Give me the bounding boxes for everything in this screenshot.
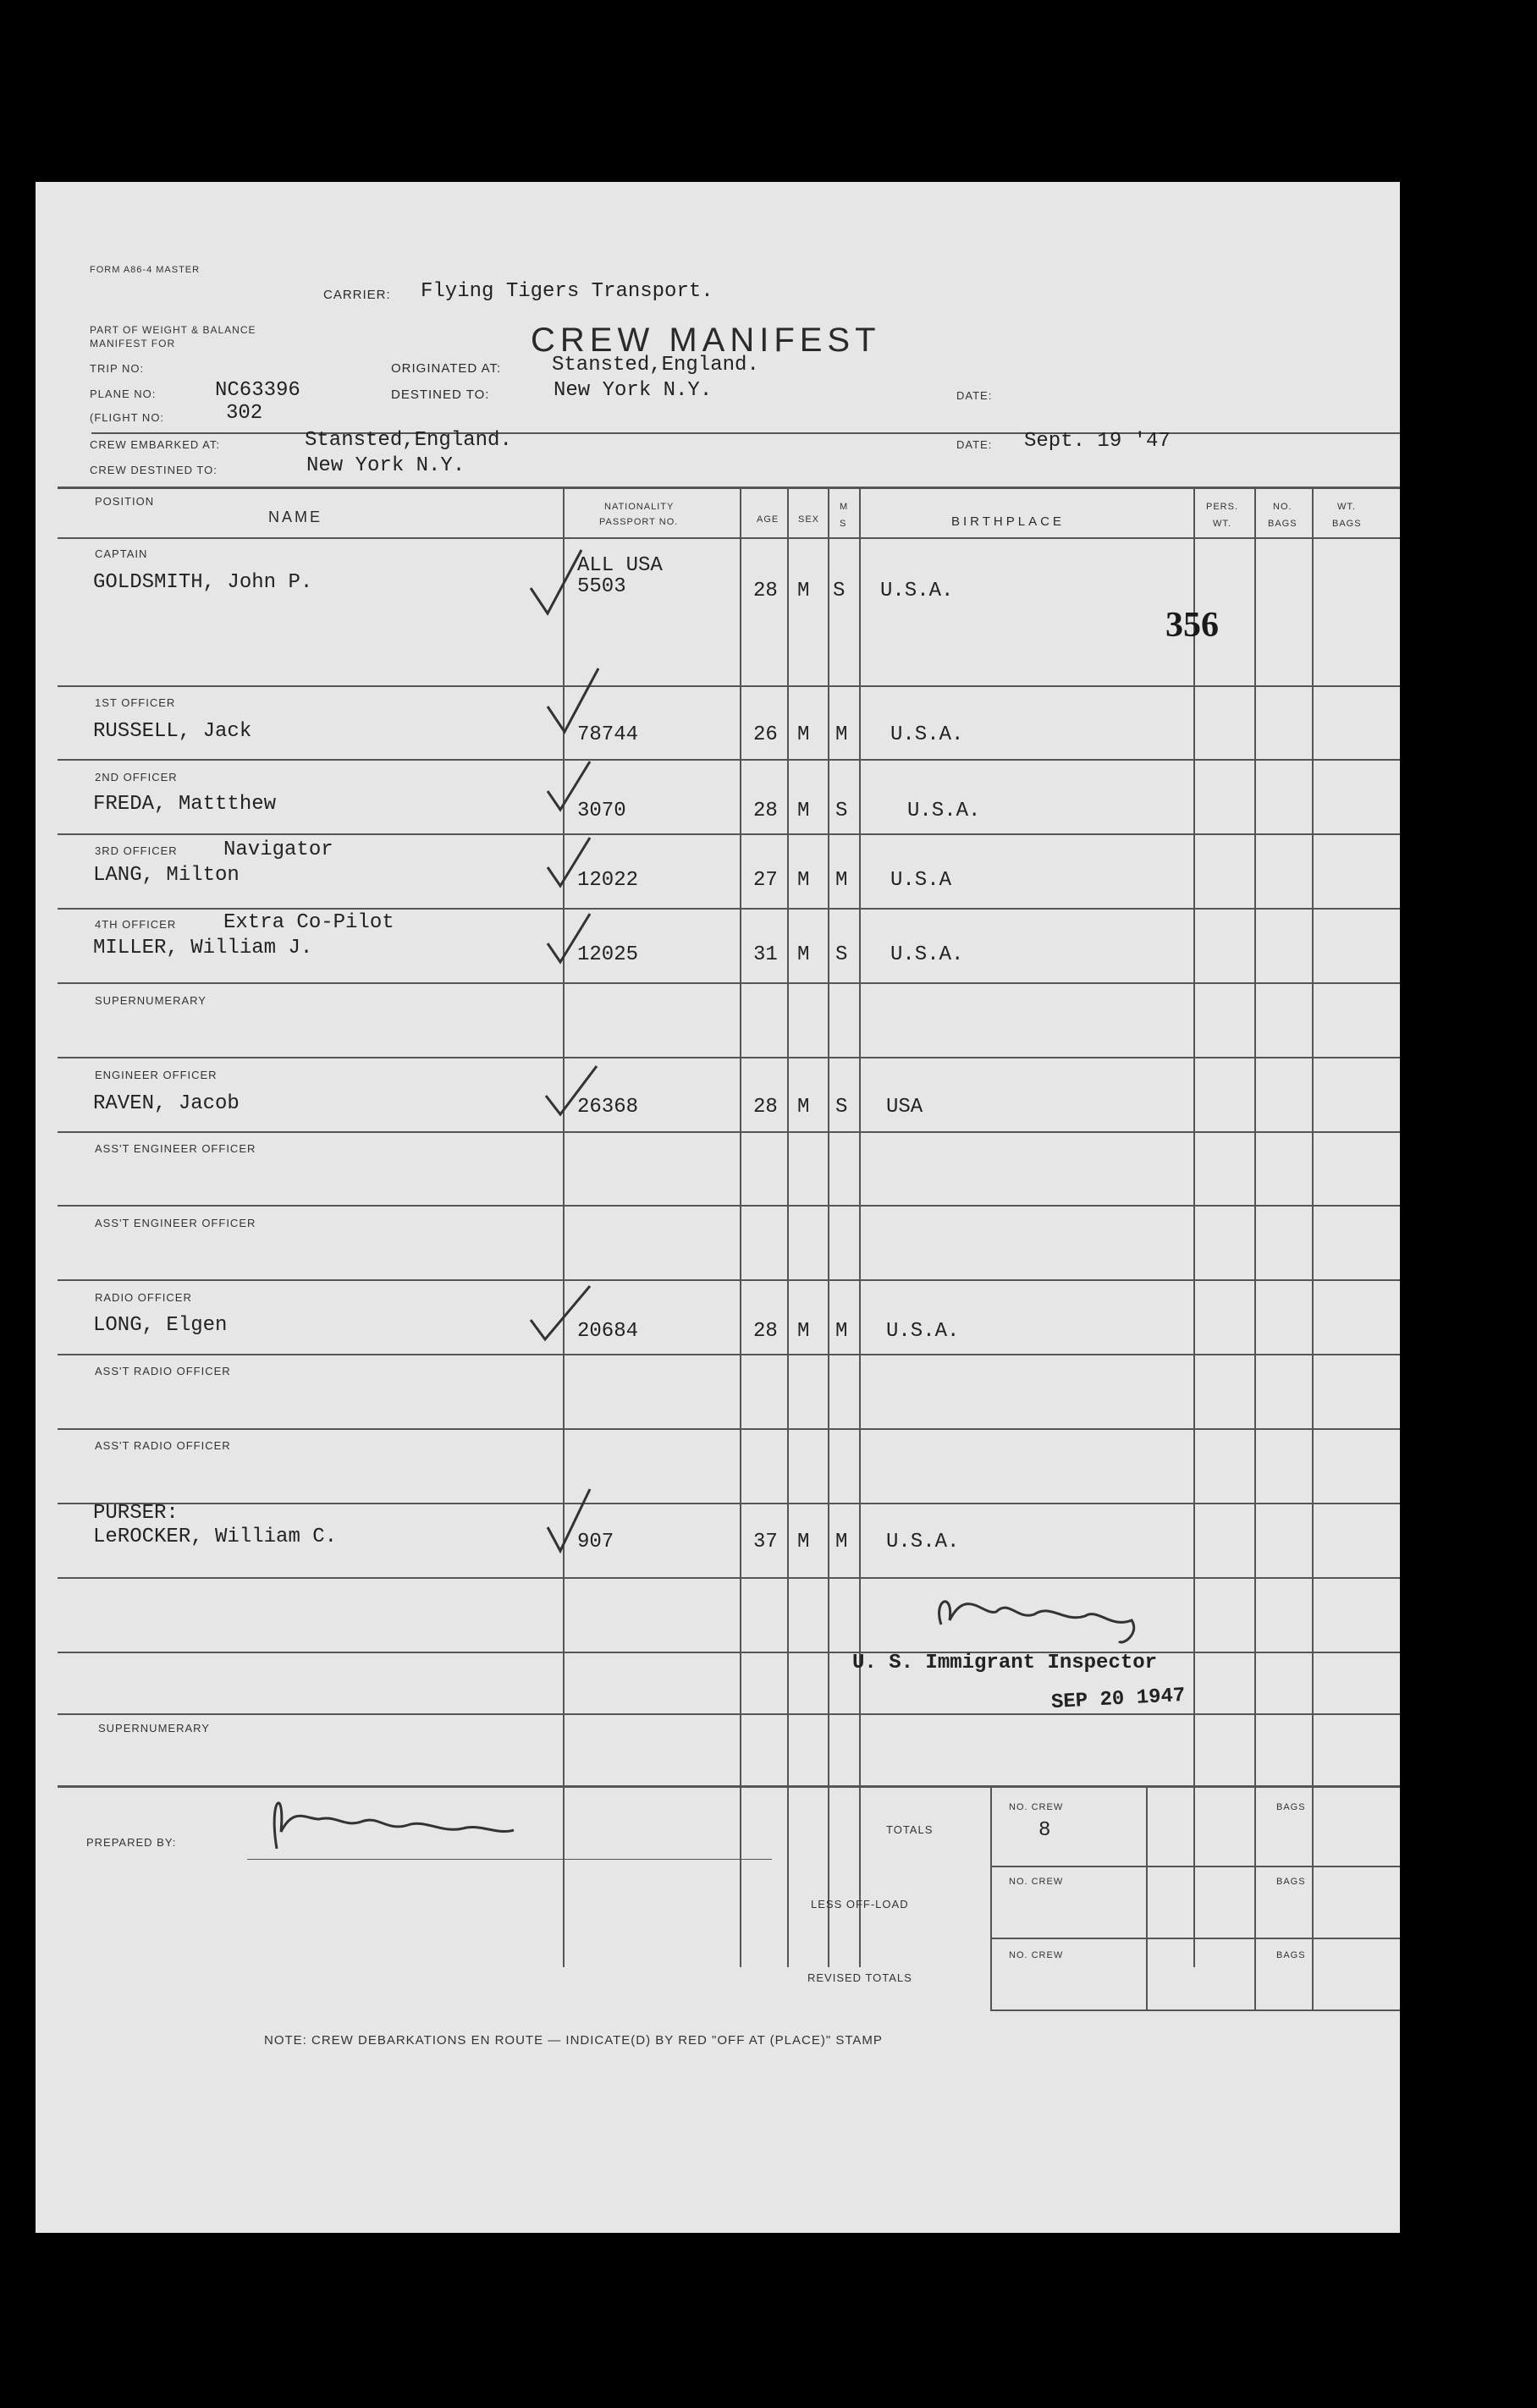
row-marital: M bbox=[835, 1531, 848, 1553]
row-name: LONG, Elgen bbox=[93, 1314, 228, 1337]
row-age: 37 bbox=[753, 1531, 778, 1553]
row-age: 27 bbox=[753, 869, 778, 892]
stamp-inspector: U. S. Immigrant Inspector bbox=[852, 1652, 1158, 1674]
check-mark-icon bbox=[526, 1282, 594, 1345]
row-passport: 907 bbox=[577, 1531, 614, 1553]
check-mark-icon bbox=[543, 910, 594, 969]
embarked-value: Stansted,England. bbox=[305, 429, 512, 452]
form-number: FORM A86-4 MASTER bbox=[90, 265, 201, 275]
plane-label: PLANE NO: bbox=[90, 388, 157, 400]
row-position: ASS'T RADIO OFFICER bbox=[95, 1365, 231, 1377]
row-position: CAPTAIN bbox=[95, 547, 148, 560]
plane-number: NC63396 bbox=[215, 379, 300, 402]
row-sex: M bbox=[797, 943, 810, 966]
row-position: ENGINEER OFFICER bbox=[95, 1069, 218, 1081]
less-offload-label: LESS OFF-LOAD bbox=[811, 1898, 909, 1910]
row-passport: 3070 bbox=[577, 800, 626, 822]
pers-weight-total: 356 bbox=[1165, 606, 1219, 645]
row-sex: M bbox=[797, 1096, 810, 1119]
check-mark-icon bbox=[543, 664, 603, 740]
flight-number: 302 bbox=[226, 402, 263, 425]
row-marital: M bbox=[835, 723, 848, 746]
check-mark-icon bbox=[543, 757, 594, 816]
row-position: 1ST OFFICER bbox=[95, 696, 176, 709]
revised-totals-label: REVISED TOTALS bbox=[807, 1971, 912, 1984]
manifest-date: Sept. 19 '47 bbox=[1024, 430, 1171, 453]
inspector-signature bbox=[916, 1582, 1170, 1650]
manifest-for-label: MANIFEST FOR bbox=[90, 338, 176, 349]
row-passport: 78744 bbox=[577, 723, 639, 746]
row-passport: 12025 bbox=[577, 943, 639, 966]
row-sex: M bbox=[797, 869, 810, 892]
row-age: 26 bbox=[753, 723, 778, 746]
row-birthplace: USA bbox=[886, 1096, 923, 1119]
form-title: CREW MANIFEST bbox=[531, 322, 881, 359]
revised-bags-label: BAGS bbox=[1276, 1950, 1306, 1960]
row-age: 28 bbox=[753, 800, 778, 822]
row-name: RAVEN, Jacob bbox=[93, 1092, 240, 1115]
col-position: POSITION bbox=[95, 495, 155, 508]
row-marital: S bbox=[835, 800, 848, 822]
prepared-by-label: PREPARED BY: bbox=[86, 1836, 177, 1849]
row-position: 2ND OFFICER bbox=[95, 771, 178, 783]
row-age: 28 bbox=[753, 580, 778, 602]
destined-label: DESTINED TO: bbox=[391, 388, 490, 402]
row-marital: S bbox=[835, 1096, 848, 1119]
row-name: GOLDSMITH, John P. bbox=[93, 571, 313, 594]
trip-label: TRIP NO: bbox=[90, 362, 145, 375]
row-birthplace: U.S.A. bbox=[886, 1320, 960, 1343]
col-birthplace: BIRTHPLACE bbox=[951, 514, 1065, 529]
row-birthplace: U.S.A. bbox=[886, 1531, 960, 1553]
row-name: LANG, Milton bbox=[93, 864, 240, 887]
originated-label: ORIGINATED AT: bbox=[391, 361, 502, 376]
row-birthplace: U.S.A bbox=[890, 869, 952, 892]
row-position-extra: Extra Co-Pilot bbox=[223, 911, 394, 934]
row-marital: M bbox=[835, 869, 848, 892]
row-name: MILLER, William J. bbox=[93, 937, 313, 959]
col-bags2: BAGS bbox=[1332, 519, 1362, 529]
totals-label: TOTALS bbox=[886, 1823, 934, 1836]
row-birthplace: U.S.A. bbox=[890, 723, 964, 746]
totals-bags-label: BAGS bbox=[1276, 1802, 1306, 1812]
originated-value: Stansted,England. bbox=[552, 354, 759, 377]
check-mark-icon bbox=[526, 546, 586, 622]
col-bags: BAGS bbox=[1268, 519, 1297, 529]
stamp-date: SEP 20 1947 bbox=[1050, 1684, 1187, 1715]
row-position: RADIO OFFICER bbox=[95, 1291, 192, 1304]
totals-crew-count: 8 bbox=[1038, 1819, 1051, 1842]
col-no: NO. bbox=[1273, 502, 1292, 512]
row-position: ASS'T ENGINEER OFFICER bbox=[95, 1217, 256, 1229]
manifest-sheet bbox=[36, 182, 1400, 2233]
col-wt: WT. bbox=[1213, 519, 1231, 529]
row-position: 4TH OFFICER bbox=[95, 918, 177, 931]
destined-value: New York N.Y. bbox=[554, 379, 713, 402]
row-age: 31 bbox=[753, 943, 778, 966]
col-nationality: NATIONALITY bbox=[604, 502, 675, 512]
check-mark-icon bbox=[542, 1062, 601, 1121]
row-position: ASS'T RADIO OFFICER bbox=[95, 1439, 231, 1452]
row-passport: 5503 bbox=[577, 575, 626, 598]
row-position: SUPERNUMERARY bbox=[95, 994, 207, 1007]
row-position-extra: Navigator bbox=[223, 838, 333, 861]
col-ms-m: M bbox=[840, 502, 849, 512]
row-passport: 12022 bbox=[577, 869, 639, 892]
row-marital: S bbox=[833, 580, 846, 602]
totals-no-crew-label: NO. CREW bbox=[1009, 1802, 1064, 1812]
col-name: NAME bbox=[268, 509, 323, 525]
revised-no-crew-label: NO. CREW bbox=[1009, 1950, 1064, 1960]
preparer-signature bbox=[260, 1773, 556, 1857]
row-marital: S bbox=[835, 943, 848, 966]
row-position: ASS'T ENGINEER OFFICER bbox=[95, 1142, 256, 1155]
flight-label: (FLIGHT NO: bbox=[90, 411, 165, 424]
row-name: FREDA, Mattthew bbox=[93, 793, 277, 816]
date-label-top: DATE: bbox=[956, 389, 993, 402]
crew-destined-value: New York N.Y. bbox=[306, 454, 466, 477]
row-sex: M bbox=[797, 723, 810, 746]
row-sex: M bbox=[797, 580, 810, 602]
carrier-label: CARRIER: bbox=[323, 288, 391, 302]
embarked-label: CREW EMBARKED AT: bbox=[90, 438, 221, 451]
row-marital: M bbox=[835, 1320, 848, 1343]
row-position: PURSER: bbox=[93, 1502, 179, 1525]
offload-no-crew-label: NO. CREW bbox=[1009, 1877, 1064, 1887]
row-sex: M bbox=[797, 1531, 810, 1553]
col-wt2: WT. bbox=[1337, 502, 1356, 512]
row-age: 28 bbox=[753, 1320, 778, 1343]
col-sex: SEX bbox=[798, 514, 820, 525]
row-sex: M bbox=[797, 800, 810, 822]
row-birthplace: U.S.A. bbox=[890, 943, 964, 966]
col-pers: PERS. bbox=[1206, 502, 1239, 512]
row-age: 28 bbox=[753, 1096, 778, 1119]
date-label: DATE: bbox=[956, 438, 993, 451]
col-passport: PASSPORT NO. bbox=[599, 517, 679, 527]
col-age: AGE bbox=[757, 514, 780, 525]
crew-destined-label: CREW DESTINED TO: bbox=[90, 464, 218, 476]
row-nationality: ALL USA bbox=[577, 554, 663, 577]
row-birthplace: U.S.A. bbox=[880, 580, 954, 602]
carrier-value: Flying Tigers Transport. bbox=[421, 280, 713, 303]
row-passport: 26368 bbox=[577, 1096, 639, 1119]
supernumerary-bottom: SUPERNUMERARY bbox=[98, 1722, 210, 1735]
footer-note: NOTE: CREW DEBARKATIONS EN ROUTE — INDICATE(D) BY RED "OFF AT (PLACE)" STAMP bbox=[264, 2033, 883, 2048]
check-mark-icon bbox=[543, 833, 594, 893]
offload-bags-label: BAGS bbox=[1276, 1877, 1306, 1887]
row-sex: M bbox=[797, 1320, 810, 1343]
row-name: RUSSELL, Jack bbox=[93, 720, 252, 743]
row-position: 3RD OFFICER bbox=[95, 844, 178, 857]
row-name: LeROCKER, William C. bbox=[93, 1526, 338, 1548]
row-birthplace: U.S.A. bbox=[907, 800, 981, 822]
part-of-label: PART OF WEIGHT & BALANCE bbox=[90, 324, 256, 336]
check-mark-icon bbox=[543, 1485, 594, 1557]
row-passport: 20684 bbox=[577, 1320, 639, 1343]
col-ms-s: S bbox=[840, 519, 847, 529]
